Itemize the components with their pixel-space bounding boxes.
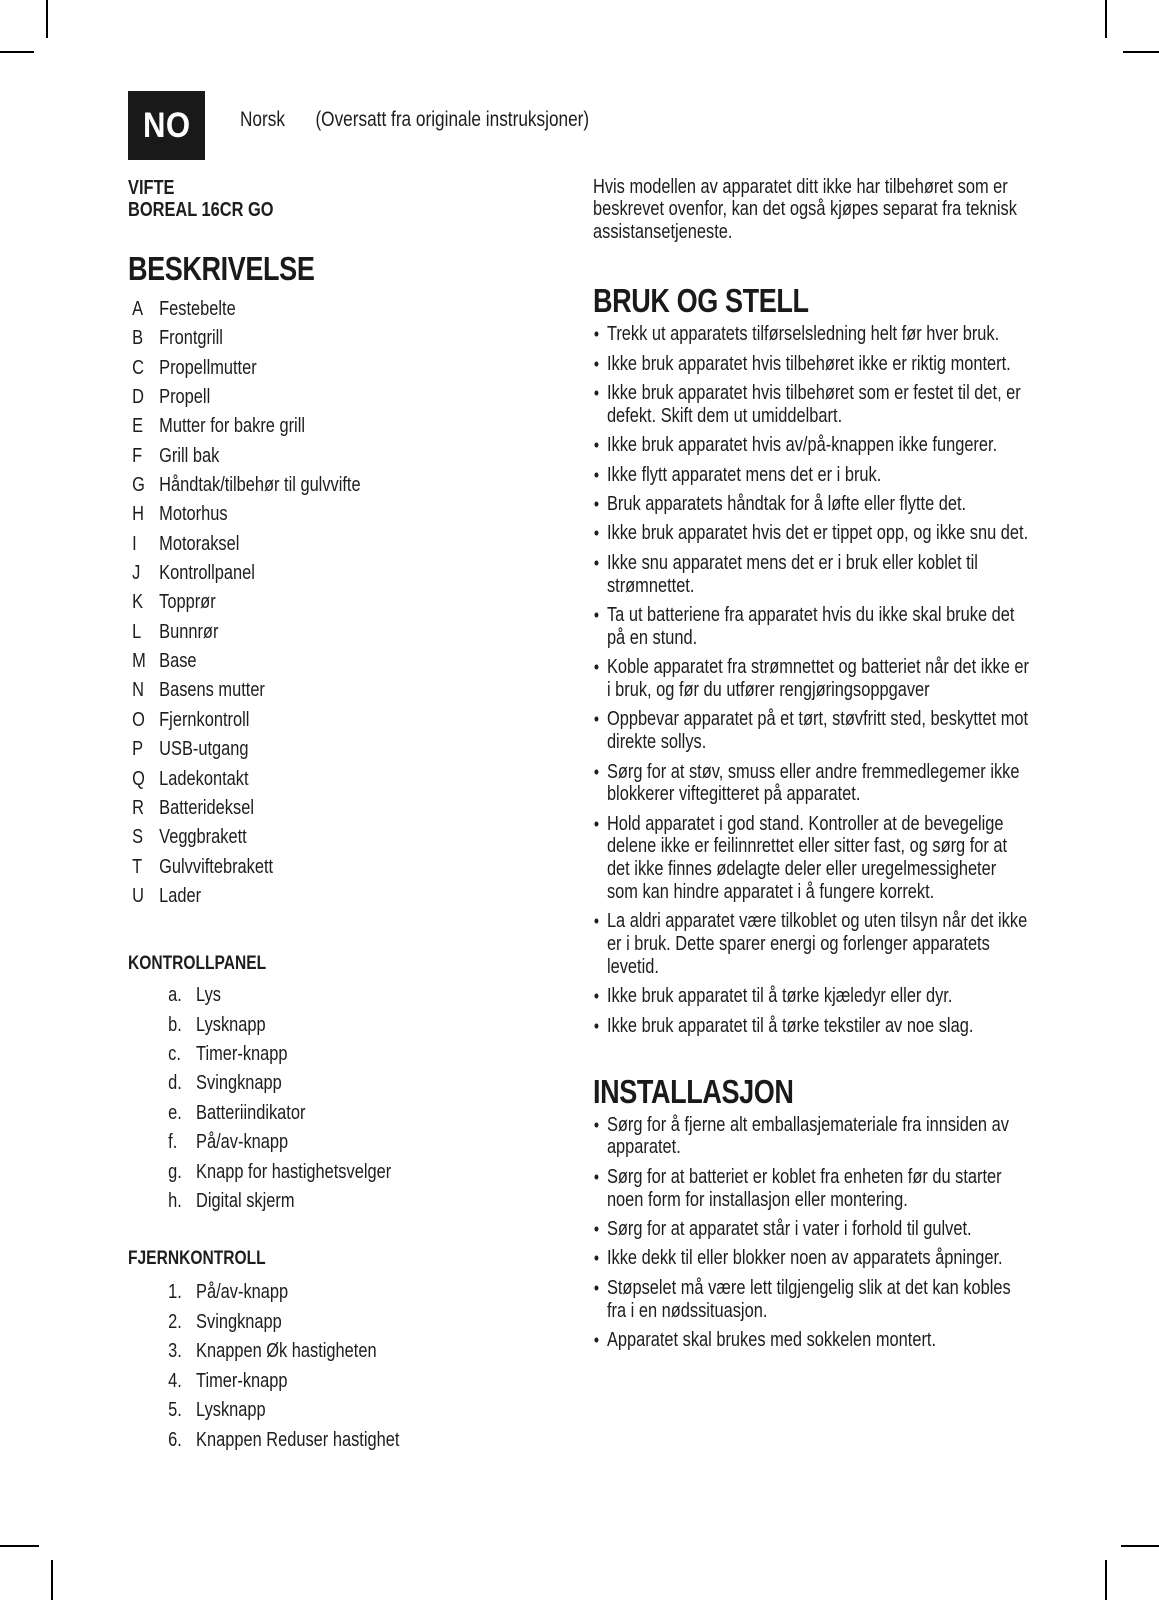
- control-panel-list: [128, 981, 587, 1216]
- control-panel-list-item: [168, 1069, 587, 1098]
- installation-bullet-item: [593, 1218, 1031, 1241]
- item-label: Motorhus: [159, 503, 228, 526]
- bullet-text: Ikke bruk apparatet til å tørke tekstiler av noe slag.: [606, 1014, 974, 1037]
- item-key: d.: [168, 1072, 182, 1095]
- care-bullet-item: [593, 552, 1031, 598]
- item-key: e.: [168, 1101, 182, 1124]
- item-key: A: [132, 298, 144, 320]
- description-list-item: [132, 588, 587, 617]
- control-panel-title: KONTROLLPANEL: [128, 953, 267, 975]
- item-label: Svingknapp: [196, 1072, 282, 1095]
- bullet-text: Sørg for at apparatet står i vater i forhold til gulvet.: [606, 1218, 972, 1241]
- care-bullet-item: [593, 493, 1031, 516]
- bullet-icon: [594, 761, 599, 784]
- remote-control-title: FJERNKONTROLL: [128, 1248, 266, 1270]
- description-list-item: [132, 735, 587, 764]
- product-model: BOREAL 16CR GO: [128, 198, 274, 221]
- item-label: Batteriindikator: [196, 1101, 306, 1124]
- bullet-icon: [594, 552, 599, 575]
- right-column: [593, 176, 1031, 1358]
- bullet-icon: [594, 656, 599, 679]
- description-list-item: [132, 530, 587, 559]
- product-block: [128, 178, 587, 221]
- item-label: Frontgrill: [159, 327, 223, 350]
- item-label: Kontrollpanel: [159, 562, 255, 585]
- bullet-icon: [594, 1166, 599, 1189]
- item-label: Knappen Reduser hastighet: [196, 1428, 400, 1451]
- bullet-text: Hold apparatet i god stand. Kontroller at de bevegelige delene ikke er feilinnrettet eller sitter fast, og sørg for at det ikke finnes ødelagte deler eller uregelmessigheter som kan hindre apparatet i å fungere korrekt.: [606, 812, 1008, 904]
- care-bullet-item: [593, 434, 1031, 457]
- control-panel-list-item: [168, 1011, 587, 1040]
- item-key: g.: [168, 1160, 182, 1183]
- care-bullet-item: [593, 382, 1031, 428]
- crop-mark-bottom-left-vertical: [51, 1560, 53, 1600]
- item-label: Lysknapp: [196, 1399, 266, 1422]
- item-label: Lysknapp: [196, 1013, 266, 1036]
- item-key: 4.: [168, 1369, 182, 1392]
- item-label: Batterideksel: [159, 796, 254, 819]
- item-key: U: [132, 884, 144, 907]
- bullet-icon: [594, 1329, 599, 1352]
- care-bullet-item: [593, 604, 1031, 650]
- item-key: a.: [168, 984, 182, 1007]
- description-list-item: [132, 500, 587, 529]
- item-key: 6.: [168, 1428, 182, 1451]
- control-panel-list-item: [168, 1040, 587, 1069]
- care-bullet-list: [593, 323, 1031, 1037]
- description-list-item: [132, 794, 587, 823]
- bullet-icon: [594, 985, 599, 1008]
- item-key: F: [132, 444, 143, 467]
- product-type: VIFTE: [128, 177, 175, 199]
- item-key: K: [132, 591, 144, 614]
- bullet-text: Oppbevar apparatet på et tørt, støvfritt sted, beskyttet mot direkte sollys.: [606, 708, 1029, 754]
- description-list-item: [132, 765, 587, 794]
- item-label: Propellmutter: [159, 356, 257, 379]
- bullet-text: Ikke flytt apparatet mens det er i bruk.: [606, 463, 882, 486]
- item-key: P: [132, 738, 144, 761]
- bullet-icon: [594, 464, 599, 487]
- item-label: På/av-knapp: [196, 1131, 289, 1154]
- item-label: Mutter for bakre grill: [159, 415, 305, 438]
- bullet-icon: [594, 910, 599, 933]
- bullet-icon: [594, 434, 599, 457]
- item-label: Digital skjerm: [196, 1190, 295, 1213]
- remote-control-list-item: [168, 1278, 587, 1307]
- control-panel-list-item: [168, 1187, 587, 1216]
- crop-mark-top-left-horizontal: [0, 51, 34, 53]
- care-bullet-item: [593, 985, 1031, 1008]
- bullet-text: Ikke bruk apparatet hvis det er tippet opp, og ikke snu det.: [606, 522, 1029, 545]
- description-list-item: [132, 559, 587, 588]
- item-key: D: [132, 386, 144, 409]
- item-label: Knapp for hastighetsvelger: [196, 1160, 392, 1183]
- bullet-icon: [594, 323, 599, 346]
- item-label: Festebelte: [159, 298, 236, 320]
- bullet-text: Sørg for å fjerne alt emballasjemateriale fra innsiden av apparatet.: [606, 1113, 1009, 1159]
- item-key: N: [132, 679, 144, 702]
- language-translation-note: (Oversatt fra originale instruksjoner): [315, 108, 590, 131]
- description-list-item: [132, 676, 587, 705]
- item-label: Gulvviftebrakett: [159, 855, 274, 878]
- item-label: Bunnrør: [159, 620, 219, 643]
- crop-mark-bottom-right-horizontal: [1121, 1545, 1159, 1547]
- item-label: Svingknapp: [196, 1310, 282, 1333]
- description-list: [128, 295, 587, 911]
- bullet-text: Ikke bruk apparatet hvis tilbehøret som er festet til det, er defekt. Skift dem ut umiddelbart.: [606, 382, 1021, 427]
- remote-control-list-item: [168, 1308, 587, 1337]
- item-key: 3.: [168, 1340, 182, 1363]
- bullet-icon: [594, 1114, 599, 1137]
- item-label: Basens mutter: [159, 679, 265, 702]
- description-list-item: [132, 618, 587, 647]
- description-title: BESKRIVELSE: [128, 250, 315, 287]
- bullet-icon: [594, 382, 599, 405]
- care-bullet-item: [593, 1015, 1031, 1038]
- bullet-text: Trekk ut apparatets tilførselsledning helt før hver bruk.: [606, 323, 1000, 346]
- item-key: E: [132, 415, 144, 438]
- language-line: [240, 108, 589, 132]
- remote-control-list-item: [168, 1337, 587, 1366]
- description-list-item: [132, 295, 587, 324]
- item-label: Ladekontakt: [159, 767, 249, 790]
- description-list-item: [132, 383, 587, 412]
- item-key: I: [132, 532, 137, 555]
- installation-bullet-item: [593, 1247, 1031, 1270]
- care-title: BRUK OG STELL: [593, 282, 809, 320]
- item-label: Propell: [159, 386, 211, 409]
- language-name: Norsk: [240, 108, 285, 131]
- bullet-text: Sørg for at støv, smuss eller andre fremmedlegemer ikke blokkerer viftegitteret på apparatet.: [606, 760, 1020, 806]
- item-key: H: [132, 503, 144, 526]
- intro-paragraph: Hvis modellen av apparatet ditt ikke har tilbehøret som er beskrevet ovenfor, kan det også kjøpes separat fra teknisk assistansetjeneste.: [593, 176, 1017, 243]
- bullet-text: Koble apparatet fra strømnettet og batteriet når det ikke er i bruk, og før du utfører rengjøringsoppgaver: [606, 656, 1030, 701]
- item-key: f.: [168, 1131, 178, 1154]
- care-bullet-item: [593, 323, 1031, 346]
- item-label: Grill bak: [159, 444, 220, 467]
- item-key: 2.: [168, 1310, 182, 1333]
- installation-title: INSTALLASJON: [593, 1072, 794, 1110]
- item-label: Base: [159, 650, 197, 673]
- care-bullet-item: [593, 910, 1031, 978]
- item-key: 1.: [168, 1281, 182, 1304]
- item-key: C: [132, 356, 144, 379]
- language-badge-code: NO: [142, 105, 191, 145]
- description-list-item: [132, 853, 587, 882]
- crop-mark-bottom-left-horizontal: [0, 1545, 39, 1547]
- bullet-icon: [594, 813, 599, 836]
- language-badge: [128, 91, 205, 160]
- bullet-text: La aldri apparatet være tilkoblet og uten tilsyn når det ikke er i bruk. Dette sparer energi og forlenger apparatets levetid.: [606, 910, 1028, 979]
- bullet-icon: [594, 1218, 599, 1241]
- bullet-text: Apparatet skal brukes med sokkelen montert.: [606, 1328, 937, 1351]
- care-bullet-item: [593, 708, 1031, 754]
- item-key: O: [132, 708, 145, 731]
- installation-bullet-list: [593, 1114, 1031, 1352]
- care-bullet-item: [593, 353, 1031, 376]
- item-label: På/av-knapp: [196, 1281, 289, 1304]
- item-key: G: [132, 474, 145, 497]
- remote-control-list-item: [168, 1426, 587, 1455]
- bullet-text: Ikke bruk apparatet til å tørke kjæledyr eller dyr.: [606, 985, 953, 1008]
- care-bullet-item: [593, 464, 1031, 487]
- care-bullet-item: [593, 761, 1031, 807]
- bullet-text: Ta ut batteriene fra apparatet hvis du ikke skal bruke det på en stund.: [606, 603, 1015, 649]
- bullet-text: Sørg for at batteriet er koblet fra enheten før du starter noen form for installasjon eller montering.: [606, 1165, 1002, 1211]
- left-column: [128, 178, 587, 1455]
- control-panel-list-item: [168, 1158, 587, 1187]
- bullet-text: Ikke bruk apparatet hvis av/på-knappen ikke fungerer.: [606, 434, 998, 457]
- item-label: Fjernkontroll: [159, 708, 250, 731]
- installation-bullet-item: [593, 1166, 1031, 1212]
- installation-bullet-item: [593, 1277, 1031, 1323]
- item-key: 5.: [168, 1399, 182, 1422]
- item-label: Timer-knapp: [196, 1043, 288, 1066]
- item-key: Q: [132, 767, 145, 790]
- bullet-icon: [594, 522, 599, 545]
- item-key: T: [132, 855, 143, 878]
- crop-mark-top-right-vertical: [1105, 0, 1107, 38]
- bullet-icon: [594, 1247, 599, 1270]
- description-list-item: [132, 647, 587, 676]
- bullet-text: Støpselet må være lett tilgjengelig slik at det kan kobles fra i en nødssituasjon.: [606, 1276, 1011, 1322]
- item-key: B: [132, 327, 144, 350]
- control-panel-list-item: [168, 981, 587, 1010]
- control-panel-list-item: [168, 1099, 587, 1128]
- description-list-item: [132, 823, 587, 852]
- item-label: Topprør: [159, 591, 216, 614]
- care-bullet-item: [593, 656, 1031, 702]
- item-label: Håndtak/tilbehør til gulvvifte: [159, 474, 361, 497]
- item-label: Knappen Øk hastigheten: [196, 1340, 377, 1363]
- care-bullet-item: [593, 522, 1031, 545]
- item-key: R: [132, 796, 144, 819]
- description-list-item: [132, 706, 587, 735]
- crop-mark-top-left-vertical: [46, 0, 48, 38]
- bullet-icon: [594, 1015, 599, 1038]
- item-key: h.: [168, 1190, 182, 1213]
- care-bullet-item: [593, 813, 1031, 904]
- bullet-icon: [594, 493, 599, 516]
- bullet-text: Ikke bruk apparatet hvis tilbehøret ikke er riktig montert.: [606, 352, 1011, 375]
- description-list-item: [132, 324, 587, 353]
- description-list-item: [132, 471, 587, 500]
- item-label: Timer-knapp: [196, 1369, 288, 1392]
- remote-control-list-item: [168, 1367, 587, 1396]
- item-key: S: [132, 826, 144, 849]
- bullet-icon: [594, 708, 599, 731]
- item-label: Motoraksel: [159, 532, 240, 555]
- description-list-item: [132, 882, 587, 911]
- item-key: b.: [168, 1013, 182, 1036]
- bullet-text: Ikke snu apparatet mens det er i bruk eller koblet til strømnettet.: [606, 551, 978, 597]
- item-key: J: [132, 562, 141, 585]
- bullet-icon: [594, 353, 599, 376]
- item-label: Veggbrakett: [159, 826, 247, 849]
- crop-mark-top-right-horizontal: [1123, 51, 1159, 53]
- bullet-icon: [594, 1277, 599, 1300]
- crop-mark-bottom-right-vertical: [1105, 1560, 1107, 1600]
- item-key: L: [132, 620, 142, 643]
- item-key: c.: [168, 1043, 181, 1066]
- description-list-item: [132, 442, 587, 471]
- description-list-item: [132, 354, 587, 383]
- control-panel-list-item: [168, 1128, 587, 1157]
- bullet-text: Bruk apparatets håndtak for å løfte eller flytte det.: [606, 492, 967, 515]
- remote-control-list: [128, 1278, 587, 1454]
- bullet-text: Ikke dekk til eller blokker noen av apparatets åpninger.: [606, 1247, 1003, 1270]
- item-key: M: [132, 650, 146, 673]
- item-label: Lys: [196, 984, 221, 1007]
- item-label: USB-utgang: [159, 738, 249, 761]
- item-label: Lader: [159, 884, 202, 907]
- bullet-icon: [594, 604, 599, 627]
- remote-control-list-item: [168, 1396, 587, 1425]
- installation-bullet-item: [593, 1329, 1031, 1352]
- description-list-item: [132, 412, 587, 441]
- installation-bullet-item: [593, 1114, 1031, 1160]
